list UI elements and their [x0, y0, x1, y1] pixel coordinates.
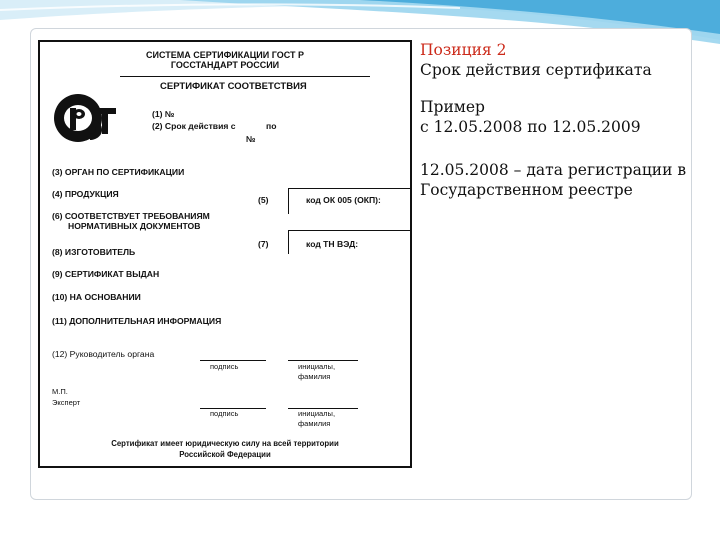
signature-caption: подпись [210, 362, 239, 371]
field-6-line-1: (6) СООТВЕТСТВУЕТ ТРЕБОВАНИЯМ [52, 211, 210, 221]
okp-box-top [288, 188, 410, 189]
certificate-title: СЕРТИФИКАТ СООТВЕТСТВИЯ [160, 81, 307, 92]
field-4-product: (4) ПРОДУКЦИЯ [52, 189, 119, 199]
stamp-mp: М.П. [52, 387, 68, 396]
field-12-head: (12) Руководитель органа [52, 349, 155, 359]
signature-caption-2: подпись [210, 409, 239, 418]
initials-caption-2: фамилия [298, 372, 331, 381]
certificate-scan [38, 40, 412, 468]
footer-line-2: Российской Федерации [179, 450, 271, 459]
field-2-validity: (2) Срок действия с [152, 121, 236, 131]
certificate-system-header [40, 50, 410, 71]
code-okp: код ОК 005 (ОКП): [306, 195, 381, 205]
tn-box-divider [288, 230, 289, 254]
field-2-to: по [266, 121, 277, 131]
position-label: Позиция 2 [420, 41, 507, 59]
okp-box-divider [288, 188, 289, 214]
explanation-text [420, 40, 700, 201]
signature-line [200, 360, 266, 361]
system-line-1: СИСТЕМА СЕРТИФИКАЦИИ ГОСТ Р [145, 50, 304, 60]
example-range: с 12.05.2008 по 12.05.2009 [420, 118, 641, 137]
field-1-number: (1) № [152, 109, 175, 119]
field-9-issued: (9) СЕРТИФИКАТ ВЫДАН [52, 269, 160, 279]
initials2-caption-2: фамилия [298, 419, 331, 428]
rst-logo-icon [52, 90, 116, 144]
field-6-line-2: НОРМАТИВНЫХ ДОКУМЕНТОВ [68, 221, 201, 231]
field-11-additional: (11) ДОПОЛНИТЕЛЬНАЯ ИНФОРМАЦИЯ [52, 316, 222, 326]
field-5: (5) [258, 195, 269, 205]
field-7: (7) [258, 239, 269, 249]
code-tn: код ТН ВЭД: [306, 239, 359, 249]
field-2-number: № [246, 134, 256, 144]
initials-line [288, 360, 358, 361]
tn-box-top [288, 230, 410, 231]
header-divider [120, 76, 370, 77]
registration-note: 12.05.2008 – дата регистрации в Государственном реестре [420, 160, 687, 200]
field-10-basis: (10) НА ОСНОВАНИИ [52, 292, 141, 302]
expert-label: Эксперт [52, 398, 81, 407]
field-8-manufacturer: (8) ИЗГОТОВИТЕЛЬ [52, 247, 136, 257]
initials-caption-1: инициалы, [298, 362, 336, 371]
initials2-caption-1: инициалы, [298, 409, 336, 418]
field-3-body: (3) ОРГАН ПО СЕРТИФИКАЦИИ [52, 167, 185, 177]
footer-line-1: Сертификат имеет юридическую силу на всей территории [111, 439, 339, 448]
example-label: Пример [420, 97, 485, 116]
system-line-2: ГОССТАНДАРТ РОССИИ [170, 60, 280, 71]
validity-label: Срок действия сертификата [420, 61, 652, 80]
